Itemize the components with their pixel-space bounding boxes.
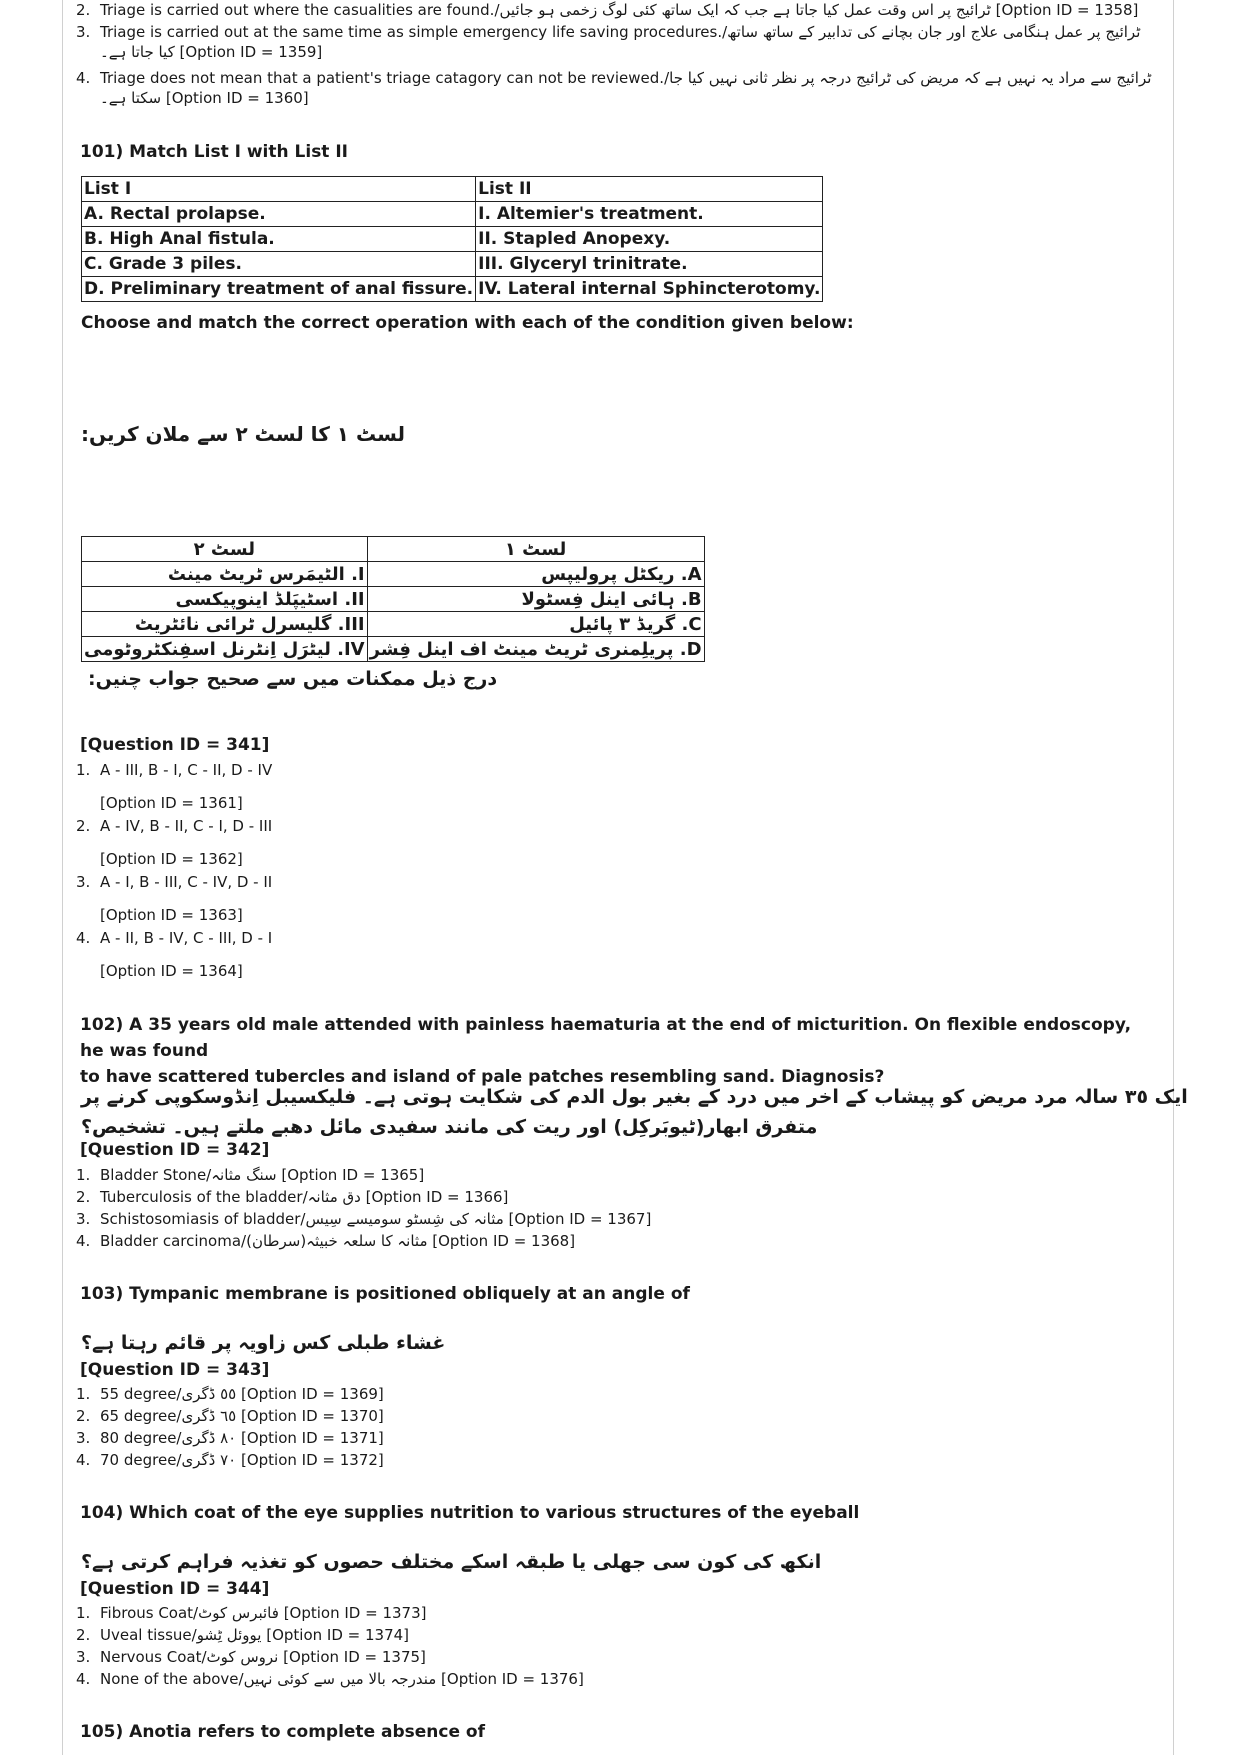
table-cell: B. ہائی اینل فِسٹولا bbox=[367, 587, 704, 612]
table-cell: C. گریڈ ٣ پائیل bbox=[367, 612, 704, 637]
option-id: [Option ID = 1363] bbox=[100, 906, 243, 924]
table-cell: II. اسٹیپَلڈ اینوپیکسی bbox=[82, 587, 368, 612]
list-item[interactable]: 4. 70 degree/٧٠ ڈگری [Option ID = 1372] bbox=[76, 1451, 384, 1469]
list-item[interactable]: 1. A - III, B - I, C - II, D - IV bbox=[76, 761, 273, 779]
table-row bbox=[82, 227, 823, 252]
option-id: [Option ID = 1361] bbox=[100, 794, 243, 812]
question-heading: 102) A 35 years old male attended with painless haematuria at the end of micturition. On flexible endoscopy, he was found to have scattered tubercles and island of pale patches resembling sand. Diagnosis? bbox=[80, 1015, 1132, 1087]
question-heading: 105) Anotia refers to complete absence of bbox=[80, 1722, 486, 1742]
table-header: List II bbox=[476, 177, 823, 202]
table-row bbox=[82, 562, 705, 587]
list-item[interactable]: 4. A - II, B - IV, C - III, D - I bbox=[76, 929, 273, 947]
list-item[interactable]: 1. 55 degree/٥٥ ڈگری [Option ID = 1369] bbox=[76, 1385, 384, 1403]
table-cell: I. الٹیمَرس ٹریٹ مینٹ bbox=[82, 562, 368, 587]
table-row bbox=[82, 277, 823, 302]
urdu-question: متفرق ابھار(ٹیوبَرکِل) اور ریت کی مانند سفیدی مائل دھبے ملتے ہیں۔ تشخیص؟ bbox=[81, 1116, 818, 1138]
question-heading: 103) Tympanic membrane is positioned obliquely at an angle of bbox=[80, 1284, 690, 1304]
list-item[interactable]: 2. 65 degree/٦٥ ڈگری [Option ID = 1370] bbox=[76, 1407, 384, 1425]
list-item[interactable]: 1. Bladder Stone/سنگ مثانہ [Option ID = 1365] bbox=[76, 1166, 425, 1184]
question-heading: 104) Which coat of the eye supplies nutrition to various structures of the eyeball bbox=[80, 1503, 860, 1523]
table-cell: B. High Anal fistula. bbox=[82, 227, 476, 252]
list-item[interactable]: 3. A - I, B - III, C - IV, D - II bbox=[76, 873, 273, 891]
table-row bbox=[82, 202, 823, 227]
table-cell: A. Rectal prolapse. bbox=[82, 202, 476, 227]
question-id: [Question ID = 342] bbox=[80, 1140, 270, 1160]
table-cell: III. Glyceryl trinitrate. bbox=[476, 252, 823, 277]
table-cell: C. Grade 3 piles. bbox=[82, 252, 476, 277]
question-id: [Question ID = 343] bbox=[80, 1360, 270, 1380]
table-row bbox=[82, 637, 705, 662]
table-header: لسٹ ٢ bbox=[82, 537, 368, 562]
list-item[interactable]: 4. None of the above/مندرجہ بالا میں سے کوئی نہیں [Option ID = 1376] bbox=[76, 1670, 584, 1688]
match-table-urdu bbox=[81, 536, 705, 662]
table-header: List I bbox=[82, 177, 476, 202]
question-id: [Question ID = 341] bbox=[80, 735, 270, 755]
list-item[interactable]: 1. Fibrous Coat/فائبرس کوٹ [Option ID = 1373] bbox=[76, 1604, 427, 1622]
table-cell: D. پریلِمنری ٹریٹ مینٹ اف اینل فِشر bbox=[367, 637, 704, 662]
table-cell: D. Preliminary treatment of anal fissure. bbox=[82, 277, 476, 302]
urdu-question: ایک ٣٥ سالہ مرد مریض کو پیشاب کے اخر میں درد کے بغیر بول الدم کی شکایت ہوتی ہے۔ فلیکسیبل اِنڈوسکوپی کرنے پر bbox=[81, 1086, 1188, 1108]
table-row bbox=[82, 252, 823, 277]
urdu-question: غشاء طبلی کس زاویہ پر قائم رہتا ہے؟ bbox=[81, 1332, 446, 1354]
list-item[interactable]: 2. A - IV, B - II, C - I, D - III bbox=[76, 817, 273, 835]
list-item[interactable]: 4. Bladder carcinoma/(مثانہ کا سلعہ خبیثہ(سرطان [Option ID = 1368] bbox=[76, 1232, 576, 1250]
table-cell: II. Stapled Anopexy. bbox=[476, 227, 823, 252]
question-heading: 101) Match List I with List II bbox=[80, 142, 349, 162]
urdu-heading: لسٹ ١ کا لسٹ ٢ سے ملان کریں: bbox=[81, 422, 405, 446]
urdu-instruction: درج ذیل ممکنات میں سے صحیح جواب چنیں: bbox=[88, 668, 498, 690]
instruction-text: Choose and match the correct operation with each of the condition given below: bbox=[81, 313, 854, 333]
match-table-english bbox=[81, 176, 823, 302]
list-item[interactable]: 3. 80 degree/٨٠ ڈگری [Option ID = 1371] bbox=[76, 1429, 384, 1447]
list-item[interactable]: 2. Triage is carried out where the casualities are found./ٹرائیج پر اس وقت عمل کیا جاتا ہے جب کہ ایک ساتھ کئی لوگ زخمی ہو جائیں [Option ID = 1358] bbox=[76, 1, 1139, 19]
table-cell: A. ریکٹل پرولیپس bbox=[367, 562, 704, 587]
list-item[interactable]: 2. Tuberculosis of the bladder/دق مثانہ [Option ID = 1366] bbox=[76, 1188, 509, 1206]
question-id: [Question ID = 344] bbox=[80, 1579, 270, 1599]
table-cell: IV. Lateral internal Sphincterotomy. bbox=[476, 277, 823, 302]
table-row bbox=[82, 587, 705, 612]
table-cell: IV. لیٹرَل اِنٹرنل اسفِنکٹروٹومی bbox=[82, 637, 368, 662]
table-row bbox=[82, 612, 705, 637]
table-cell: III. گلیسرل ٹرائی نائٹریٹ bbox=[82, 612, 368, 637]
list-item[interactable]: 3. Nervous Coat/نروس کوٹ [Option ID = 1375] bbox=[76, 1648, 426, 1666]
option-id: [Option ID = 1362] bbox=[100, 850, 243, 868]
list-item[interactable]: 4. Triage does not mean that a patient's triage catagory can not be reviewed./ٹرائیج سے مراد یہ نہیں ہے کہ مریض کی ٹرائیج درجہ پر نظر ثانی نہیں کیا جا سکتا ہے۔ [Option ID = 1360] bbox=[76, 69, 1152, 107]
list-item[interactable]: 3. Triage is carried out at the same time as simple emergency life saving procedures./ٹرائیج پر عمل ہنگامی علاج اور جان بچانے کی تدابیر کے ساتھ ساتھ کیا جاتا ہے۔ [Option ID = 1359] bbox=[76, 23, 1141, 61]
table-cell: I. Altemier's treatment. bbox=[476, 202, 823, 227]
table-header: لسٹ ١ bbox=[367, 537, 704, 562]
option-id: [Option ID = 1364] bbox=[100, 962, 243, 980]
urdu-question: انکھ کی کون سی جھلی یا طبقہ اسکے مختلف حصوں کو تغذیہ فراہم کرتی ہے؟ bbox=[81, 1551, 822, 1573]
list-item[interactable]: 2. Uveal tissue/یووئل ٹِشو [Option ID = 1374] bbox=[76, 1626, 410, 1644]
list-item[interactable]: 3. Schistosomiasis of bladder/مثانہ کی شِسٹو سومیسے سِیس [Option ID = 1367] bbox=[76, 1210, 652, 1228]
